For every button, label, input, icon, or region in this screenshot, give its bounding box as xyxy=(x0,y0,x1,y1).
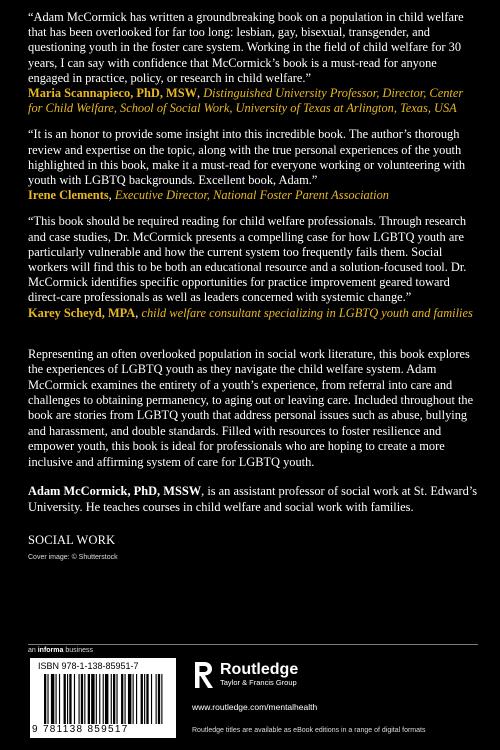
routledge-logo-icon xyxy=(192,660,216,690)
barcode-bar xyxy=(99,674,100,724)
subject-category: SOCIAL WORK xyxy=(28,532,116,547)
barcode-bar xyxy=(103,674,104,724)
barcode-bar xyxy=(96,674,97,724)
endorser-name: Maria Scannapieco, PhD, MSW xyxy=(28,86,197,101)
endorser-title: child welfare consultant specializing in LGBTQ youth and families xyxy=(141,305,473,320)
isbn-barcode xyxy=(30,658,176,738)
barcode-bar xyxy=(84,674,85,724)
barcode-bar xyxy=(121,674,123,724)
author-name: Adam McCormick, PhD, MSSW xyxy=(28,484,202,499)
barcode-bar xyxy=(161,674,162,724)
publisher-brand xyxy=(220,661,298,687)
barcode-bar xyxy=(105,674,108,724)
barcode-bar xyxy=(44,674,46,724)
ebook-note: Routledge titles are available as eBook editions in a range of digital formats xyxy=(192,727,426,734)
informa-suffix: business xyxy=(63,647,93,654)
barcode-bar xyxy=(111,674,112,724)
cover-image-credit: Cover image: © Shutterstock xyxy=(28,553,118,561)
endorsement-attribution: Maria Scannapieco, PhD, MSW, Distinguished University Professor, Director, Center for Child Welfare, School of Social Work, University of Texas at Arlington, Texas, USA xyxy=(28,86,464,116)
endorsement-attribution: Karey Scheyd, MPA, child welfare consultant specializing in LGBTQ youth and families xyxy=(28,305,473,320)
barcode-bar xyxy=(56,674,57,724)
publisher-group: Taylor & Francis Group xyxy=(220,678,297,687)
barcode-bar xyxy=(74,674,75,724)
isbn-text: ISBN 978-1-138-85951-7 xyxy=(38,661,139,671)
informa-prefix: an xyxy=(28,647,38,654)
barcode-bar xyxy=(156,674,157,724)
publisher-name: Routledge xyxy=(220,661,299,678)
barcode-bar xyxy=(136,674,137,724)
barcode-bar xyxy=(116,674,117,724)
endorsement-attribution: Irene Clements, Executive Director, National Foster Parent Association xyxy=(28,188,389,203)
endorser-name: Karey Scheyd, MPA xyxy=(28,305,136,320)
barcode-bar xyxy=(51,674,54,724)
endorser-name: Irene Clements xyxy=(28,188,109,203)
barcode-number: 9 781138 859517 xyxy=(32,724,129,735)
barcode-bar xyxy=(91,674,94,724)
barcode-bar xyxy=(141,674,143,724)
barcode-bar xyxy=(81,674,83,724)
barcode-bar xyxy=(151,674,152,724)
barcode-bar xyxy=(88,674,90,724)
author-bio xyxy=(28,484,478,515)
endorsement-2 xyxy=(28,127,478,203)
barcode-bar xyxy=(64,674,66,724)
barcode-bar xyxy=(158,674,160,724)
publisher-url[interactable]: www.routledge.com/mentalhealth xyxy=(192,702,318,712)
endorsement-text: “Adam McCormick has written a groundbreaking book on a population in child welfare that has been overlooked for far too long: lesbian, gay, bisexual, transgender, and questioning youth in the foster care system. Working in the field of child welfare for 30 years, I can say with confidence that McCormick’s book is a must-read for anyone engaged in practice, policy, or research in child welfare.” xyxy=(28,10,464,85)
barcode-bar xyxy=(69,674,71,724)
informa-brand: informa xyxy=(37,647,64,654)
endorser-title: Executive Director, National Foster Parent Association xyxy=(114,188,389,203)
endorsement-text: “It is an honor to provide some insight into this incredible book. The author’s thorough review and expertise on the topic, along with the true personal experiences of the youth highlighted in this book, make it a must-read for everyone working or volunteering with youth with LGBTQ backgrounds. Excellent book, Adam.” xyxy=(28,127,466,188)
barcode-bar xyxy=(144,674,145,724)
book-description: Representing an often overlooked population in social work literature, this book explores the experiences of LGBTQ youth as they navigate the child welfare system. Adam McCormick examines the entirety of a youth’s experience, from referral into care and challenges to obtaining permanency, to aging out or leaving care. Included throughout the book are stories from LGBTQ youth that address personal issues such as abuse, bullying and harassment, and double standards. Filled with resources to foster resilience and empower youth, this book is ideal for professionals who are hoping to create a more inclusive and affirming system of care for LGBTQ youth. xyxy=(28,346,474,469)
barcode-bars xyxy=(44,674,166,724)
back-cover-text xyxy=(28,10,478,561)
barcode-bar xyxy=(146,674,148,724)
footer-divider xyxy=(28,644,478,645)
barcode-bar xyxy=(59,674,60,724)
barcode-bar xyxy=(133,674,134,724)
barcode-bar xyxy=(128,674,131,724)
barcode-bar xyxy=(47,674,48,724)
endorser-title: Distinguished University Professor, Director, Center for Child Welfare, School of Social Work, University of Texas at Arlington, Texas, USA xyxy=(28,86,464,116)
barcode-bar xyxy=(67,674,68,724)
barcode-bar xyxy=(79,674,80,724)
endorsement-text: “This book should be required reading for child welfare professionals. Through research and case studies, Dr. McCormick presents a compelling case for how LGBTQ youth are particularly vulnerable and how the current system too frequently fails them. Social workers will find this to be both an educational resource and a solution-focused tool. Dr. McCormick identifies specific opportunities for practice improvement geared toward direct-care professionals as well as leaders concerned with systemic change.” xyxy=(28,214,467,305)
barcode-bar xyxy=(125,674,126,724)
informa-business-line xyxy=(28,647,93,654)
author-bio-text: , is an assistant professor of social work at St. Edward’s University. He teaches courses in child welfare and social work with families. xyxy=(28,484,478,514)
endorsement-1 xyxy=(28,10,478,116)
barcode-bar xyxy=(113,674,115,724)
endorsement-3 xyxy=(28,214,478,320)
